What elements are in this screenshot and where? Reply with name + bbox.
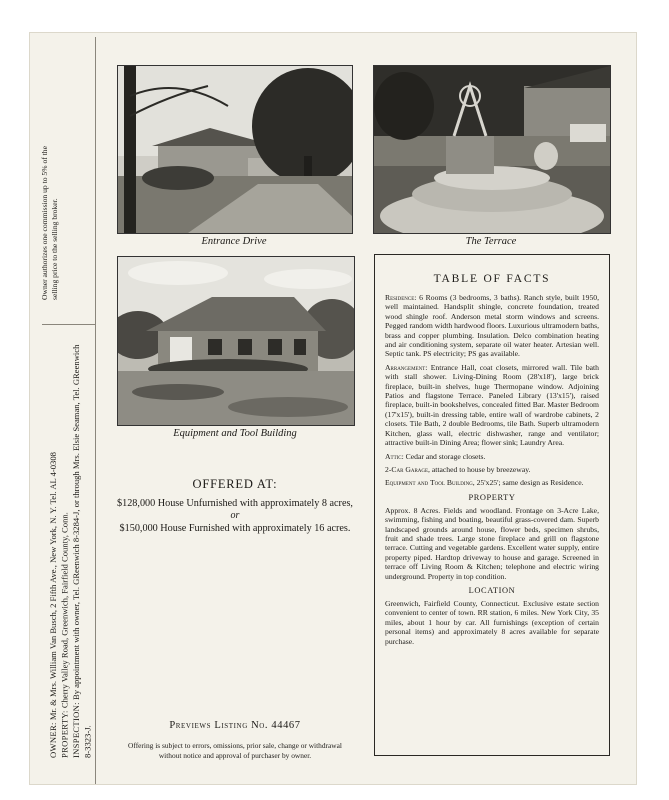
commission-note: Owner authorizes one commission up to 5% of the selling price to the selling broker. <box>40 146 59 300</box>
inspection-line <box>71 338 94 758</box>
table-of-facts <box>374 254 610 756</box>
tool-building-photo <box>117 256 355 426</box>
fact-equipment-text: 25'x25'; same design as Residence. <box>474 478 584 488</box>
caption-terrace: The Terrace <box>465 236 517 247</box>
property-line <box>60 338 72 758</box>
margin-divider-horizontal <box>42 324 96 325</box>
inspection-label: INSPECTION: <box>71 702 81 758</box>
fact-garage-key: 2-Car Garage, <box>385 464 430 474</box>
fact-equipment-key: Equipment and Tool Building, <box>385 478 475 488</box>
offer-block <box>112 477 358 535</box>
fact-residence-key: Residence: <box>385 293 417 302</box>
margin-divider-vertical <box>95 37 96 784</box>
owner-label: OWNER: <box>48 722 58 758</box>
facts-title: TABLE OF FACTS <box>433 273 551 285</box>
offer-unfurnished: $128,000 House Unfurnished with approximately 8 acres, <box>117 498 353 509</box>
entrance-drive-photo <box>117 65 353 234</box>
fact-property: Approx. 8 Acres. Fields and woodland. Frontage on 3-Acre Lake, swimming, fishing and boating, beautiful grass-covered dam. Superb landscaped grounds around house, flower beds, specimen shrubs, fruit and shade trees. Large stone fireplace and grill on flagstone terrace. Cutting and vegetable gardens. Excellent water supply, entire property piped. Hardtop driveway to house and garage. Screened in terrace off Living Room & Kitchen; telephone and electric wiring underground. Property in top condition. <box>385 505 599 581</box>
fact-arrangement-key: Arrangement: <box>385 362 428 372</box>
offer-furnished: $150,000 House Furnished with approximately 16 acres. <box>119 523 351 534</box>
owner-line <box>48 338 60 758</box>
offer-heading: OFFERED AT: <box>192 477 278 491</box>
inspection-value: By appointment with owner, Tel. GReenwich 8-3284-J, or through Mrs. Elsie Seaman, Tel. GReenwich 8-3323-J. <box>71 344 93 758</box>
offer-or: or <box>230 510 240 521</box>
property-label: PROPERTY: <box>59 710 70 758</box>
caption-tool-building: Equipment and Tool Building <box>173 428 297 439</box>
fact-residence-text: 6 Rooms (3 bedrooms, 3 baths). Ranch style, built 1950, well maintained. Handsplit shingle, concrete foundation, treated wood shingle roof. Anderson metal storm windows and screens. Pegged random width hardwood floors. Luxurious ultramodern baths, brass and copper plumbing. Insulation. Delco combination heating and air conditioning system, separate oil water heater. Artesian well. Septic tank. PS electricity; PS gas available. <box>385 293 599 359</box>
caption-entrance-drive: Entrance Drive <box>201 236 267 247</box>
fact-attic <box>385 452 599 461</box>
listing-label: Previews Listing No. 44467 <box>169 720 301 731</box>
owner-value: Mr. & Mrs. William Van Busch, 2 Fifth Ave., New York, N. Y. Tel. AL 4-0308 <box>48 452 58 721</box>
fact-location: Greenwich, Fairfield County, Connecticut. Exclusive estate section convenient to center of town. RR station, 6 miles. New York City, 35 miles, about 1 hour by car. All furnishings (exception of certain personal items) and approximately 8 acres available for separate purchase. <box>385 598 599 646</box>
listing-number <box>112 720 358 731</box>
fact-attic-key: Attic: <box>385 451 404 461</box>
fact-residence <box>385 293 599 359</box>
terrace-image <box>374 66 610 233</box>
property-heading: PROPERTY <box>468 492 516 502</box>
tool-building-image <box>118 257 354 425</box>
fact-attic-text: Cedar and storage closets. <box>403 451 486 461</box>
fact-garage <box>385 465 599 474</box>
fact-arrangement-text: Entrance Hall, coat closets, mirrored wall. Tile bath with stall shower. Living-Dining Room (28'x18'), large brick fireplace, built-in shelves, huge Thermopane window. Adjoining Patios and flagstone Terrace. Paneled Library (13'x15'), raised fireplace, built-in bookshelves, concealed fitted Bar. Master Bedroom (17'x15'), built-in dressing table, entire wall of wardrobe cabinets, 2 closets. Tile Bath, 2 double Bedrooms, tile Bath. Superb ultramodern Kitchen, glass wall, electric dishwasher, range and ventilator; attractive built-in Dining Area; flower sink; Laundry Area. <box>385 362 599 448</box>
fact-equipment <box>385 478 599 487</box>
property-value: Cherry Valley Road, Greenwich, Fairfield County, Conn. <box>59 512 70 709</box>
owner-details <box>48 338 94 758</box>
fact-arrangement <box>385 363 599 448</box>
fact-garage-text: attached to house by breezeway. <box>429 464 531 474</box>
terrace-photo <box>373 65 611 234</box>
location-heading: LOCATION <box>468 585 516 595</box>
entrance-drive-image <box>118 66 352 233</box>
disclaimer: Offering is subject to errors, omissions, prior sale, change or withdrawal without notice and approval of purchaser by owner. <box>128 741 342 760</box>
